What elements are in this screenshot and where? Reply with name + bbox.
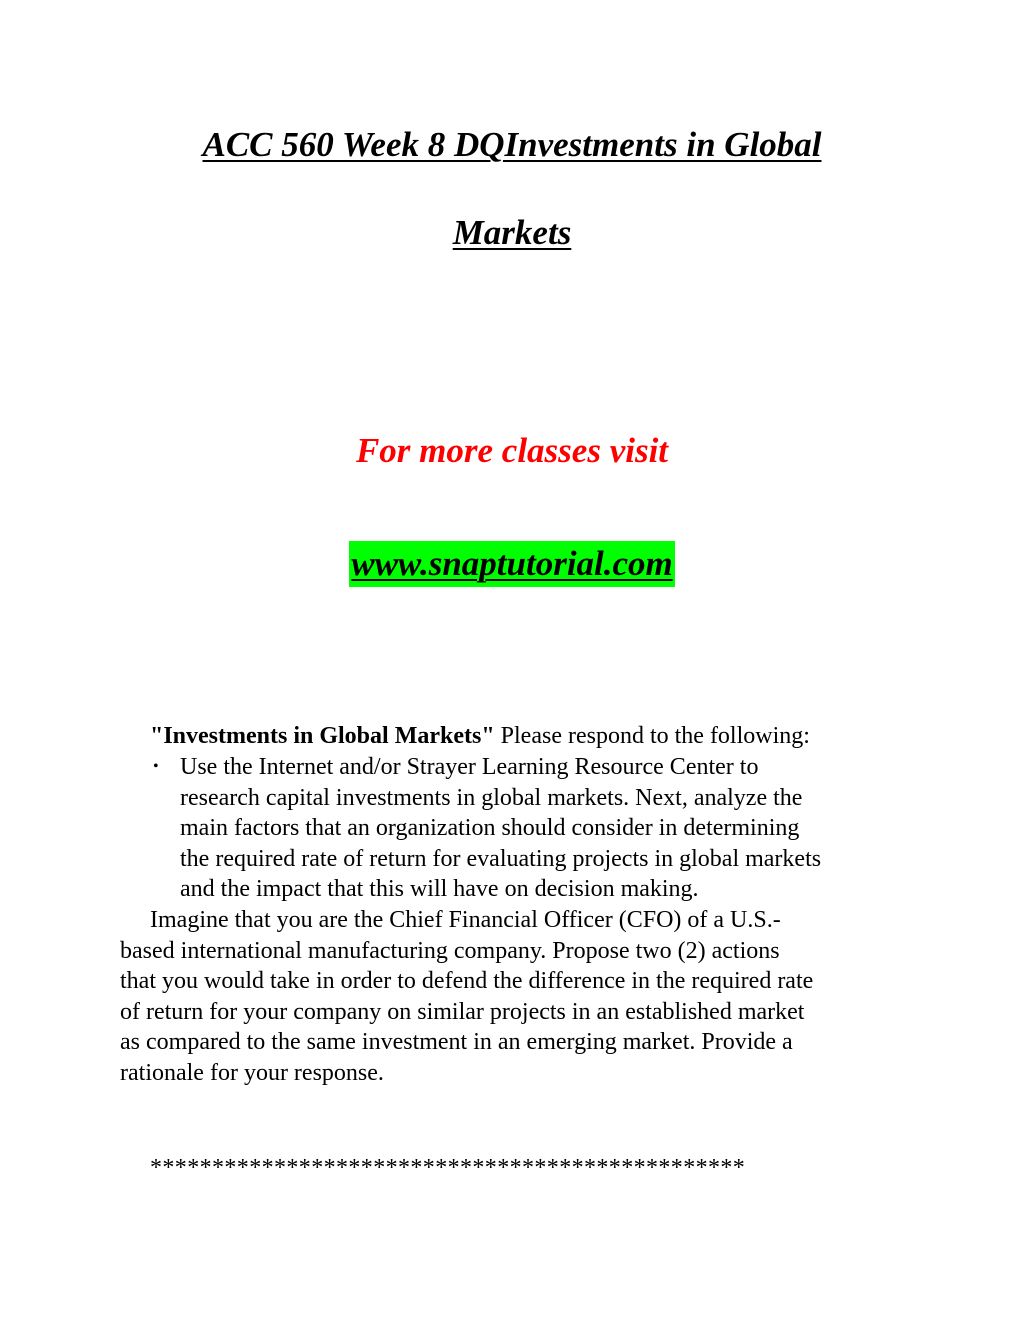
promo-text: For more classes visit bbox=[355, 431, 669, 470]
paragraph-line: Imagine that you are the Chief Financial Officer (CFO) of a U.S.- bbox=[150, 907, 781, 933]
paragraph-line: based international manufacturing company. Propose two (2) actions bbox=[120, 937, 780, 964]
promo-link-container bbox=[0, 541, 1024, 587]
title-line-2 bbox=[0, 213, 1024, 253]
prompt-instruction: Please respond to the following: bbox=[494, 723, 810, 749]
prompt-heading: "Investments in Global Markets" bbox=[150, 723, 495, 749]
paragraph-line: as compared to the same investment in an emerging market. Provide a bbox=[120, 1029, 793, 1055]
paragraph-line: that you would take in order to defend the difference in the required rate bbox=[120, 968, 814, 994]
paragraph-line: of return for your company on similar projects in an established market bbox=[120, 998, 805, 1025]
title-line-1 bbox=[0, 125, 1024, 165]
bullet-icon: • bbox=[153, 758, 159, 775]
promo-link[interactable]: www.snaptutorial.com bbox=[349, 541, 675, 587]
paragraph-line: rationale for your response. bbox=[120, 1059, 384, 1086]
body-paragraph bbox=[120, 905, 920, 1088]
bullet-text bbox=[180, 752, 910, 905]
bullet-line: main factors that an organization should consider in determining bbox=[180, 815, 800, 841]
bullet-line: Use the Internet and/or Strayer Learning Resource Center to bbox=[180, 754, 759, 780]
title-text-2: Markets bbox=[452, 213, 572, 252]
bullet-line: research capital investments in global markets. Next, analyze the bbox=[180, 784, 803, 811]
prompt-line bbox=[150, 721, 950, 752]
bullet-line: and the impact that this will have on decision making. bbox=[180, 876, 699, 902]
separator-stars: ************************************************ bbox=[150, 1155, 746, 1181]
title-text-1: ACC 560 Week 8 DQInvestments in Global bbox=[202, 125, 822, 164]
bullet-line: the required rate of return for evaluating projects in global markets bbox=[180, 845, 822, 872]
